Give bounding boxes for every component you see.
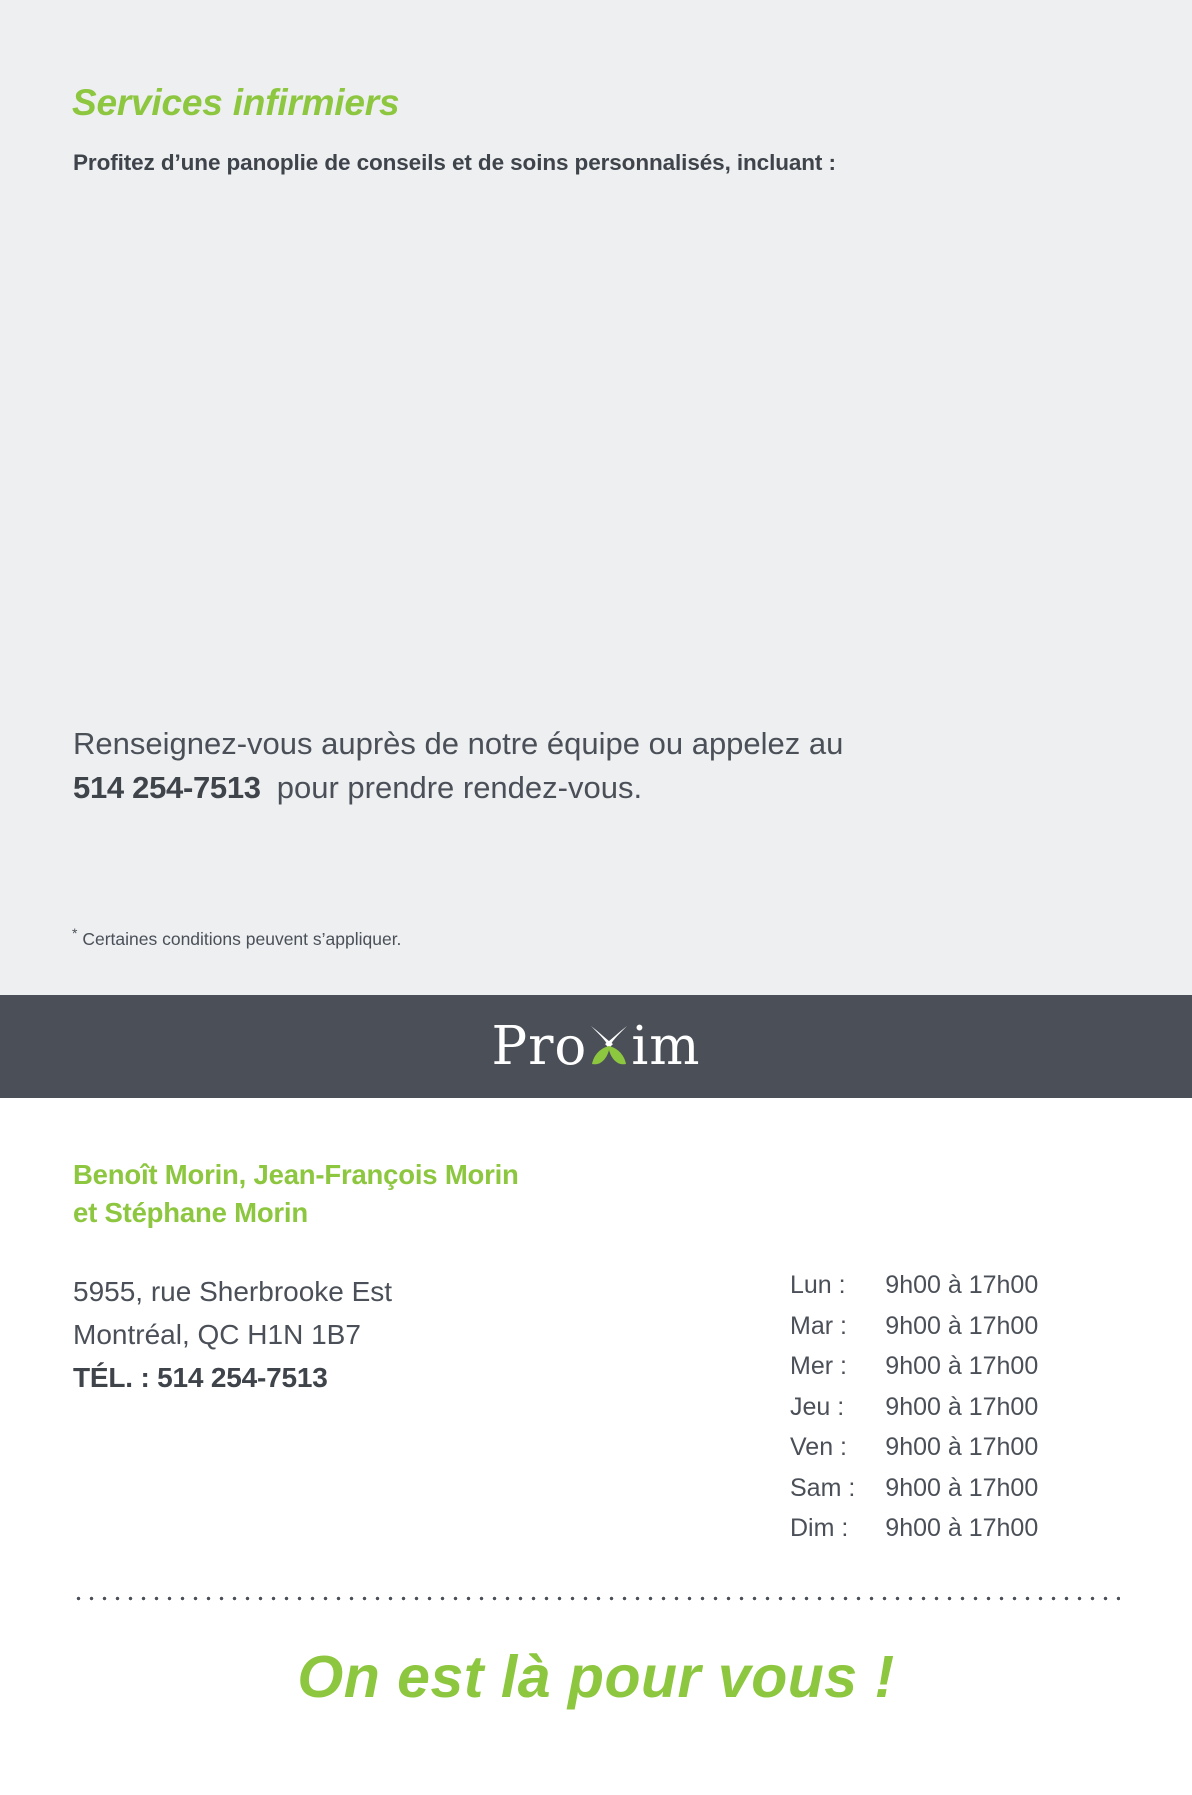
hours-day: Mer : bbox=[790, 1352, 847, 1380]
hours-time: 9h00 à 17h00 bbox=[885, 1433, 1039, 1461]
brand-logo-bar bbox=[0, 995, 1192, 1098]
hours-row bbox=[790, 1390, 1038, 1431]
store-info-section bbox=[0, 1098, 1192, 1795]
address-line-1: 5955, rue Sherbrooke Est bbox=[73, 1276, 393, 1307]
store-phone[interactable]: TÉL. : 514 254-7513 bbox=[73, 1362, 328, 1394]
callout-phone-number[interactable]: 514 254-7513 bbox=[73, 770, 261, 806]
asterisk-icon: * bbox=[72, 925, 78, 941]
conditions-disclaimer bbox=[72, 925, 401, 950]
footer-slogan: On est là pour vous ! bbox=[297, 1644, 895, 1710]
hours-day: Sam : bbox=[790, 1473, 856, 1502]
store-address bbox=[73, 1270, 392, 1399]
appointment-callout bbox=[73, 722, 1133, 810]
pharmacist-names-line2: et Stéphane Morin bbox=[73, 1196, 308, 1228]
hours-day: Lun : bbox=[790, 1271, 846, 1299]
callout-line-1: Renseignez-vous auprès de notre équipe ou appelez au bbox=[73, 726, 844, 761]
brand-logo bbox=[0, 995, 1192, 1098]
hours-time: 9h00 à 17h00 bbox=[885, 1392, 1039, 1421]
address-line-2: Montréal, QC H1N 1B7 bbox=[73, 1319, 361, 1351]
callout-line-2: pour prendre rendez-vous. bbox=[276, 770, 643, 806]
hours-row bbox=[790, 1471, 1038, 1512]
hours-time: 9h00 à 17h00 bbox=[885, 1514, 1039, 1542]
brand-name-part1: Pro bbox=[491, 1016, 588, 1077]
brand-logo-text bbox=[491, 1016, 701, 1077]
hours-row bbox=[790, 1430, 1038, 1471]
hours-row bbox=[790, 1349, 1038, 1390]
pharmacist-names bbox=[73, 1156, 519, 1232]
hours-day: Dim : bbox=[790, 1514, 849, 1542]
opening-hours bbox=[790, 1268, 1038, 1552]
services-section-subtitle: Profitez d’une panoplie de conseils et de soins personnalisés, incluant : bbox=[73, 150, 836, 175]
hours-day: Mar : bbox=[790, 1311, 847, 1340]
hours-time: 9h00 à 17h00 bbox=[885, 1473, 1039, 1502]
hours-time: 9h00 à 17h00 bbox=[885, 1352, 1039, 1380]
hours-row bbox=[790, 1511, 1038, 1552]
hours-row bbox=[790, 1268, 1038, 1309]
hours-time: 9h00 à 17h00 bbox=[885, 1311, 1039, 1340]
services-section-title: Services infirmiers bbox=[72, 82, 400, 123]
hours-table bbox=[790, 1268, 1038, 1552]
hours-time: 9h00 à 17h00 bbox=[885, 1271, 1039, 1299]
pharmacist-names-line1: Benoît Morin, Jean-François Morin bbox=[73, 1159, 519, 1190]
butterfly-x-icon bbox=[587, 1022, 631, 1070]
hours-row bbox=[790, 1309, 1038, 1350]
dotted-divider bbox=[72, 1596, 1120, 1601]
hours-day: Ven : bbox=[790, 1433, 847, 1461]
brand-name-part2: im bbox=[631, 1016, 701, 1077]
disclaimer-text: Certaines conditions peuvent s’appliquer. bbox=[82, 928, 402, 949]
hours-day: Jeu : bbox=[790, 1392, 845, 1421]
